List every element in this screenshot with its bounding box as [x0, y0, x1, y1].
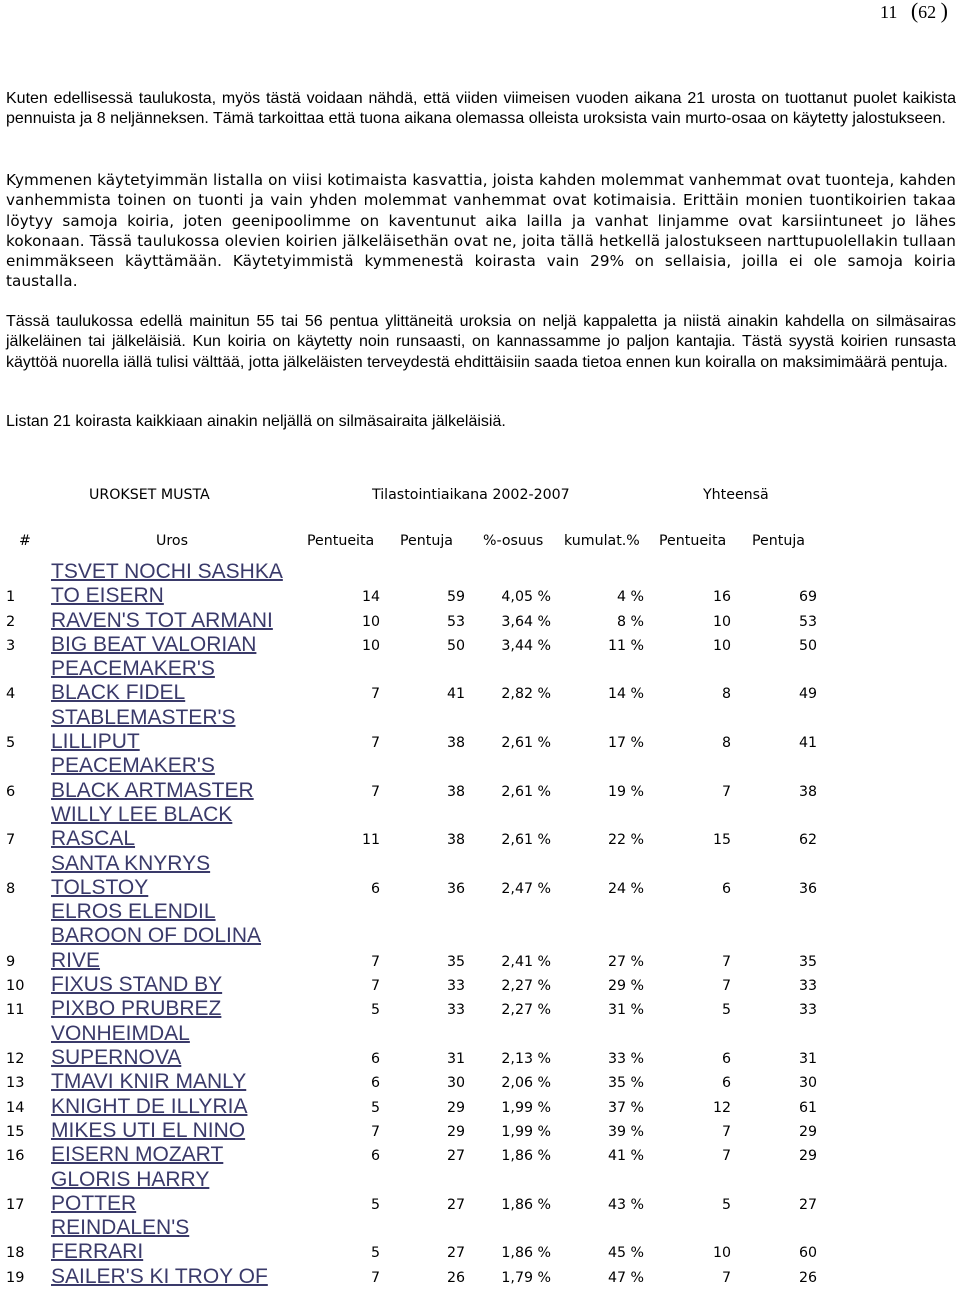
cell-pups: 26 — [446, 1269, 465, 1286]
cell-tot-litters: 7 — [721, 1269, 731, 1286]
table-row — [0, 852, 960, 901]
cell-share: 3,44 % — [501, 637, 551, 654]
cell-litters: 10 — [361, 637, 380, 654]
cell-litters: 7 — [370, 783, 380, 800]
row-number: 19 — [6, 1269, 25, 1286]
cell-tot-pups: 36 — [798, 880, 817, 897]
cell-tot-litters: 12 — [712, 1099, 731, 1116]
cell-tot-pups: 30 — [798, 1075, 817, 1092]
cell-tot-litters: 6 — [721, 1050, 731, 1067]
row-number: 15 — [6, 1123, 25, 1140]
cell-cum: 35 % — [607, 1075, 644, 1092]
row-number: 2 — [6, 613, 16, 630]
col-header-pups: Pentuja — [400, 533, 453, 549]
table-total-label: Yhteensä — [703, 487, 769, 503]
table-period: Tilastointiaikana 2002-2007 — [372, 487, 570, 503]
cell-tot-litters: 7 — [721, 1123, 731, 1140]
cell-tot-litters: 8 — [721, 686, 731, 703]
table-row — [0, 973, 960, 997]
cell-litters: 5 — [370, 1245, 380, 1262]
cell-litters: 6 — [370, 1050, 380, 1067]
cell-tot-litters: 16 — [712, 589, 731, 606]
cell-share: 2,06 % — [501, 1075, 551, 1092]
row-number: 17 — [6, 1196, 25, 1213]
table-row — [0, 803, 960, 852]
male-name-link[interactable]: EISERN MOZART — [51, 1143, 224, 1167]
cell-pups: 30 — [446, 1075, 465, 1092]
male-name-link[interactable]: SAILER'S KI TROY OF — [51, 1264, 268, 1288]
cell-litters: 5 — [370, 1099, 380, 1116]
cell-cum: 45 % — [607, 1245, 644, 1262]
table-row — [0, 706, 960, 755]
col-header-share: %-osuus — [483, 533, 544, 549]
male-name-link[interactable]: FIXUS STAND BY — [51, 973, 223, 997]
cell-tot-pups: 31 — [798, 1050, 817, 1067]
cell-tot-pups: 38 — [798, 783, 817, 800]
male-name-link[interactable]: KNIGHT DE ILLYRIA — [51, 1094, 248, 1118]
paragraph-4: Listan 21 koirasta kaikkiaan ainakin neljällä on silmäsairaita jälkeläisiä. — [6, 413, 506, 430]
table-title: UROKSET MUSTA — [89, 487, 210, 503]
cell-tot-pups: 53 — [798, 613, 817, 630]
male-name-link[interactable]: POTTER — [51, 1191, 137, 1215]
table-row — [0, 1022, 960, 1071]
male-name-link[interactable]: STABLEMASTER'S — [51, 705, 236, 729]
row-number: 3 — [6, 637, 16, 654]
male-name-link[interactable]: BLACK FIDEL — [51, 681, 186, 705]
col-header-male: Uros — [156, 533, 188, 549]
row-number: 16 — [6, 1148, 25, 1165]
cell-share: 2,41 % — [501, 953, 551, 970]
row-number: 11 — [6, 1002, 25, 1019]
cell-tot-pups: 35 — [798, 953, 817, 970]
cell-cum: 14 % — [607, 686, 644, 703]
cell-pups: 38 — [446, 832, 465, 849]
cell-litters: 6 — [370, 1075, 380, 1092]
cell-tot-pups: 62 — [798, 832, 817, 849]
cell-litters: 7 — [370, 735, 380, 752]
cell-share: 2,82 % — [501, 686, 551, 703]
male-name-link[interactable]: PEACEMAKER'S — [51, 754, 215, 778]
cell-pups: 41 — [446, 686, 465, 703]
cell-pups: 27 — [446, 1196, 465, 1213]
cell-cum: 4 % — [616, 589, 644, 606]
cell-cum: 47 % — [607, 1269, 644, 1286]
cell-tot-litters: 8 — [721, 735, 731, 752]
cell-pups: 50 — [446, 637, 465, 654]
cell-tot-pups: 41 — [798, 735, 817, 752]
cell-pups: 35 — [446, 953, 465, 970]
male-name-link[interactable]: PEACEMAKER'S — [51, 657, 215, 681]
cell-cum: 39 % — [607, 1123, 644, 1140]
page-number: 11 (62 ) — [880, 0, 948, 23]
male-name-link[interactable]: MIKES UTI EL NINO — [51, 1118, 246, 1142]
male-name-link[interactable]: BAROON OF DOLINA — [51, 924, 262, 948]
cell-pups: 27 — [446, 1245, 465, 1262]
cell-share: 1,99 % — [501, 1123, 551, 1140]
cell-tot-litters: 5 — [721, 1002, 731, 1019]
male-name-link[interactable]: RIVE — [51, 948, 101, 972]
row-number: 8 — [6, 880, 16, 897]
cell-litters: 7 — [370, 978, 380, 995]
page-total: 62 — [918, 2, 937, 22]
cell-share: 2,61 % — [501, 783, 551, 800]
cell-tot-pups: 33 — [798, 978, 817, 995]
table-row — [0, 1216, 960, 1265]
cell-tot-litters: 7 — [721, 783, 731, 800]
table-row — [0, 1095, 960, 1119]
cell-tot-pups: 69 — [798, 589, 817, 606]
col-header-number: # — [19, 533, 31, 549]
row-number: 14 — [6, 1099, 25, 1116]
row-number: 12 — [6, 1050, 25, 1067]
male-name-link[interactable]: REINDALEN'S — [51, 1216, 190, 1240]
col-header-cumulative: kumulat.% — [564, 533, 640, 549]
cell-share: 2,61 % — [501, 735, 551, 752]
cell-tot-litters: 10 — [712, 637, 731, 654]
cell-tot-pups: 60 — [798, 1245, 817, 1262]
cell-pups: 36 — [446, 880, 465, 897]
cell-litters: 11 — [361, 832, 380, 849]
row-number: 10 — [6, 978, 25, 995]
cell-pups: 33 — [446, 978, 465, 995]
cell-tot-litters: 5 — [721, 1196, 731, 1213]
paragraph-2: Kymmenen käytetyimmän listalla on viisi kotimaista kasvattia, joista kahden molemmat vanhemmat ovat tuonteja, kahden vanhemmista toinen on tuonti ja vain yhden molemmat vanhemmat ovat kotimaisia. Erittäin monien tuontikoirien takaa löytyy samoja koiria, joten geenipoolimme on kaventunut aika lailla ja vanhat linjamme ovat karsiintuneet jo lähes kokonaan. Tässä taulukossa olevien koirien jälkeläisethän ovat ne, joita tällä hetkellä jalostukseen narttupuolellakin tullaan enimmäkseen käyttämään. Käytetyimmistä kymmenestä koirasta vain 29% on sellaisia, joilla ei ole samoja koiria taustalla. — [6, 171, 956, 291]
table-row — [0, 900, 960, 973]
male-name-link[interactable]: TMAVI KNIR MANLY — [51, 1070, 247, 1094]
cell-litters: 7 — [370, 953, 380, 970]
cell-cum: 27 % — [607, 953, 644, 970]
cell-pups: 53 — [446, 613, 465, 630]
male-name-link[interactable]: SUPERNOVA — [51, 1045, 182, 1069]
male-name-link[interactable]: PIXBO PRUBREZ — [51, 997, 222, 1021]
cell-pups: 29 — [446, 1099, 465, 1116]
row-number: 6 — [6, 783, 16, 800]
cell-cum: 22 % — [607, 832, 644, 849]
cell-share: 2,61 % — [501, 832, 551, 849]
cell-tot-pups: 50 — [798, 637, 817, 654]
table-row — [0, 1070, 960, 1094]
table-row — [0, 657, 960, 706]
male-name-link[interactable]: RASCAL — [51, 827, 136, 851]
table-row — [0, 1119, 960, 1143]
cell-cum: 29 % — [607, 978, 644, 995]
cell-share: 4,05 % — [501, 589, 551, 606]
cell-tot-pups: 29 — [798, 1123, 817, 1140]
cell-litters: 10 — [361, 613, 380, 630]
male-name-link[interactable]: GLORIS HARRY — [51, 1167, 210, 1191]
male-name-link[interactable]: WILLY LEE BLACK — [51, 803, 233, 826]
cell-tot-pups: 33 — [798, 1002, 817, 1019]
col-header-total-pups: Pentuja — [752, 533, 805, 549]
cell-cum: 43 % — [607, 1196, 644, 1213]
table-row — [0, 1265, 960, 1289]
cell-tot-pups: 49 — [798, 686, 817, 703]
paragraph-3: Tässä taulukossa edellä mainitun 55 tai 56 pentua ylittäneitä uroksia on neljä kappaletta ja niistä ainakin kahdella on silmäsairas jälkeläinen tai jälkeläisiä. Kun koiria on käytetty noin runsaasti, on kannassamme jo paljon kantajia. Tästä syystä koirien runsasta käyttöä nuorella iällä tulisi välttää, jotta jälkeläisten terveydestä ehdittäisiin saada tietoa ennen kun koiralla on maksimimäärä pentuja. — [6, 313, 956, 371]
cell-cum: 17 % — [607, 735, 644, 752]
cell-cum: 33 % — [607, 1050, 644, 1067]
table-row — [0, 609, 960, 633]
table-row — [0, 560, 960, 609]
table-row — [0, 997, 960, 1021]
cell-litters: 7 — [370, 686, 380, 703]
cell-litters: 5 — [370, 1196, 380, 1213]
male-name-link[interactable]: RAVEN'S TOT ARMANI — [51, 608, 273, 632]
cell-litters: 7 — [370, 1123, 380, 1140]
col-header-litters: Pentueita — [307, 533, 375, 549]
cell-share: 3,64 % — [501, 613, 551, 630]
table-row — [0, 754, 960, 803]
cell-pups: 38 — [446, 735, 465, 752]
cell-share: 2,27 % — [501, 1002, 551, 1019]
row-number: 1 — [6, 589, 16, 606]
cell-tot-litters: 7 — [721, 953, 731, 970]
male-name-link[interactable]: ELROS ELENDIL — [51, 900, 216, 924]
cell-tot-litters: 15 — [712, 832, 731, 849]
cell-share: 2,13 % — [501, 1050, 551, 1067]
cell-tot-pups: 27 — [798, 1196, 817, 1213]
cell-tot-litters: 7 — [721, 978, 731, 995]
row-number: 4 — [6, 686, 16, 703]
cell-share: 1,86 % — [501, 1196, 551, 1213]
cell-litters: 6 — [370, 1148, 380, 1165]
cell-tot-litters: 7 — [721, 1148, 731, 1165]
male-name-link[interactable]: VONHEIMDAL — [51, 1021, 190, 1045]
cell-tot-pups: 29 — [798, 1148, 817, 1165]
cell-pups: 33 — [446, 1002, 465, 1019]
cell-share: 2,47 % — [501, 880, 551, 897]
cell-share: 1,99 % — [501, 1099, 551, 1116]
cell-cum: 31 % — [607, 1002, 644, 1019]
male-name-link[interactable]: BLACK ARTMASTER — [51, 778, 254, 802]
col-header-total-litters: Pentueita — [659, 533, 727, 549]
row-number: 9 — [6, 953, 16, 970]
cell-pups: 31 — [446, 1050, 465, 1067]
cell-share: 1,79 % — [501, 1269, 551, 1286]
table-row — [0, 633, 960, 657]
cell-litters: 5 — [370, 1002, 380, 1019]
cell-tot-litters: 6 — [721, 880, 731, 897]
cell-tot-pups: 26 — [798, 1269, 817, 1286]
cell-litters: 7 — [370, 1269, 380, 1286]
male-name-link[interactable]: SANTA KNYRYS — [51, 851, 211, 875]
cell-cum: 11 % — [607, 637, 644, 654]
cell-share: 2,27 % — [501, 978, 551, 995]
male-name-link[interactable]: BIG BEAT VALORIAN — [51, 632, 257, 656]
row-number: 7 — [6, 832, 16, 849]
paragraph-1: Kuten edellisessä taulukosta, myös tästä voidaan nähdä, että viiden viimeisen vuoden aikana 21 urosta on tuottanut puolet kaikista pennuista ja 8 neljänneksen. Tämä tarkoittaa että tuona aikana olemassa olleista uroksista vain murto-osaa on käytetty jalostukseen. — [6, 90, 956, 128]
cell-cum: 37 % — [607, 1099, 644, 1116]
cell-share: 1,86 % — [501, 1245, 551, 1262]
cell-pups: 29 — [446, 1123, 465, 1140]
male-name-link[interactable]: LILLIPUT — [51, 730, 140, 754]
cell-tot-pups: 61 — [798, 1099, 817, 1116]
cell-tot-litters: 6 — [721, 1075, 731, 1092]
cell-pups: 38 — [446, 783, 465, 800]
row-number: 18 — [6, 1245, 25, 1262]
cell-tot-litters: 10 — [712, 613, 731, 630]
cell-cum: 8 % — [616, 613, 644, 630]
table-row — [0, 1143, 960, 1167]
cell-pups: 27 — [446, 1148, 465, 1165]
male-name-link[interactable]: TO EISERN — [51, 584, 164, 608]
male-name-link[interactable]: TSVET NOCHI SASHKA — [51, 560, 283, 583]
cell-cum: 19 % — [607, 783, 644, 800]
male-name-link[interactable]: TOLSTOY — [51, 875, 149, 899]
male-name-link[interactable]: FERRARI — [51, 1240, 144, 1264]
row-number: 5 — [6, 735, 16, 752]
cell-tot-litters: 10 — [712, 1245, 731, 1262]
page-current: 11 — [880, 2, 898, 22]
cell-pups: 59 — [446, 589, 465, 606]
cell-share: 1,86 % — [501, 1148, 551, 1165]
cell-cum: 41 % — [607, 1148, 644, 1165]
cell-litters: 14 — [361, 589, 380, 606]
cell-litters: 6 — [370, 880, 380, 897]
cell-cum: 24 % — [607, 880, 644, 897]
table-row — [0, 1168, 960, 1217]
row-number: 13 — [6, 1075, 25, 1092]
